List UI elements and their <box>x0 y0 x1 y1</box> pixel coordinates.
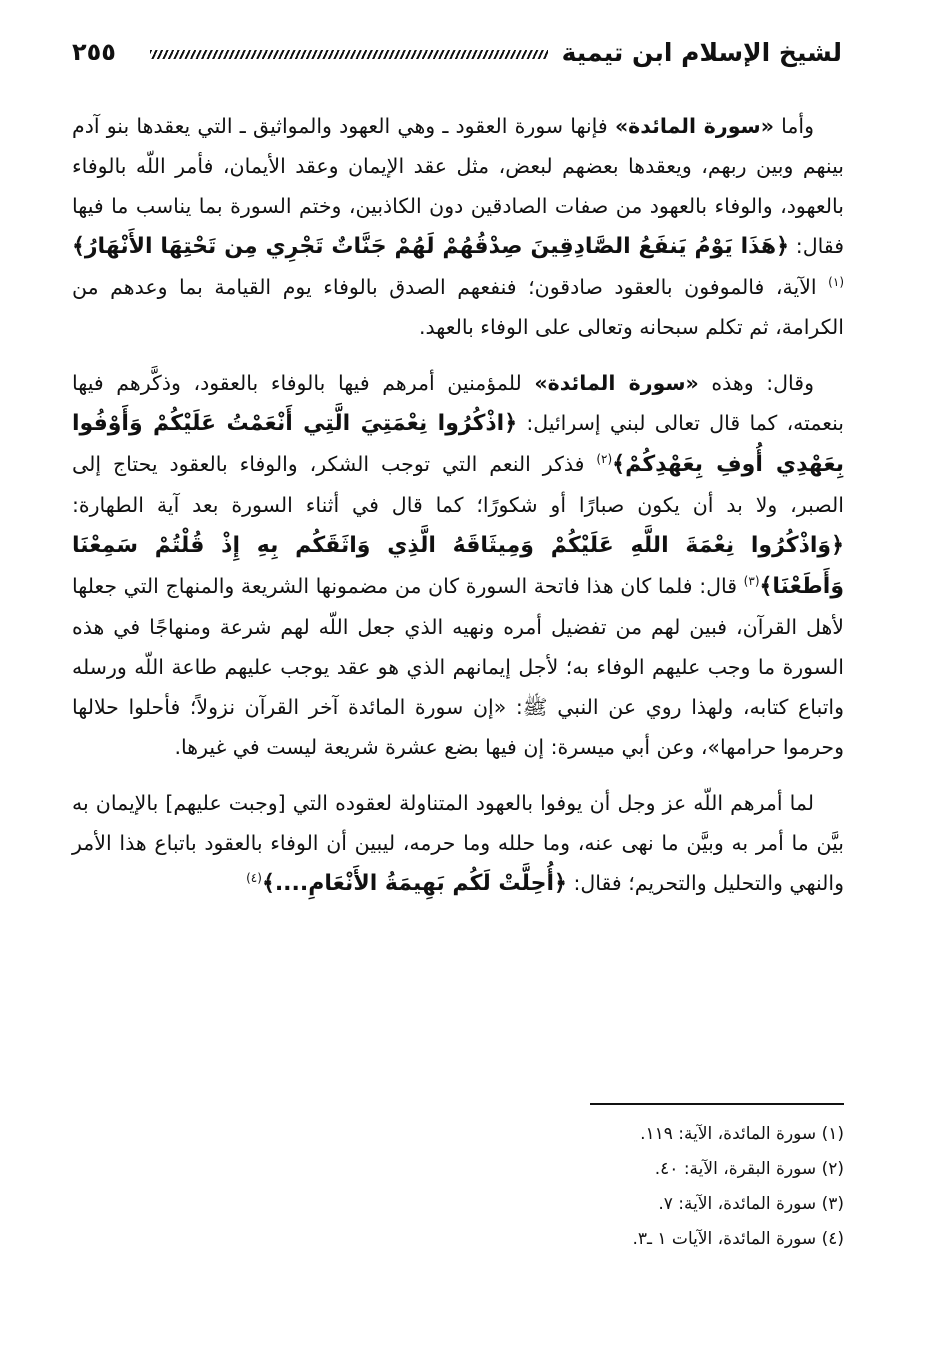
quran-verse: ﴿أُحِلَّتْ لَكُم بَهِيمَةُ الأَنْعَامِ....﴾ <box>261 871 567 896</box>
footnote: (٢) سورة البقرة، الآية: ٤٠. <box>654 1159 844 1179</box>
quran-verse: ﴿وَاذْكُرُوا نِعْمَةَ اللَّهِ عَلَيْكُمْ وَمِيثَاقَهُ الَّذِي وَاثَقَكُم بِهِ إِذْ قُلْتُمْ سَمِعْنَا وَأَطَعْنَا﴾ <box>72 533 844 599</box>
surah-name: «سورة المائدة» <box>534 371 699 395</box>
paragraph-text: للمؤمنين أمرهم فيها بالوفاء بالعقود، وذكَّرهم فيها بنعمته، كما قال تعالى لبني إسرائيل: <box>72 371 844 435</box>
quran-verse: ﴿اذْكُرُوا نِعْمَتِيَ الَّتِي أَنْعَمْتُ عَلَيْكُمْ وَأَوْفُوا بِعَهْدِي أُوفِ بِعَهْدِكُمْ﴾ <box>72 411 844 477</box>
paragraph-text: وأما <box>773 114 814 138</box>
paragraph-text: الآية، فالموفون بالعقود صادقون؛ فنفعهم الصدق بالوفاء يوم القيامة بما وعدهم من الكرامة، ثم تكلم سبحانه وتعالى على الوفاء بالعهد. <box>72 275 844 339</box>
header-rule <box>150 50 548 59</box>
footnotes <box>400 1120 844 1260</box>
footnote-marker: (١) <box>828 275 844 290</box>
paragraph-text: وقال: وهذه <box>698 371 814 395</box>
running-title: لشيخ الإسلام ابن تيمية <box>561 37 842 67</box>
footnote-marker: (٢) <box>596 452 613 467</box>
footnote-marker: (٣) <box>743 574 760 589</box>
page-number: ٢٥٥ <box>72 38 116 66</box>
paragraph <box>72 363 844 767</box>
paragraph-text: لما أمرهم اللّه عز وجل أن يوفوا بالعهود المتناولة لعقوده التي [وجبت عليهم] بالإيمان به بيَّن ما أمر به وبيَّن ما نهى عنه، وما حلله وما حرمه، ليبين أن الوفاء بالعقود باتباع هذا الأمر والنهي والتحليل والتحريم؛ فقال: <box>72 791 844 895</box>
footnote: (١) سورة المائدة، الآية: ١١٩. <box>640 1124 844 1144</box>
footnote: (٤) سورة المائدة، الآيات ١ ـ٣. <box>632 1229 844 1249</box>
paragraph-text: قال: فلما كان هذا فاتحة السورة كان من مضمونها الشريعة والمنهاج التي جعلها لأهل القرآن، فبين لهم من تفضيل أمره ونهيه الذي جعل اللّه لهم شرعة ومنهاجًا في هذه السورة ما وجب عليهم الوفاء به؛ لأجل إيمانهم الذي هو عقد يوجب عليهم طاعة اللّه ورسله واتباع كتابه، ولهذا روي عن النبي ﷺ: «إن سورة المائدة آخر القرآن نزولاً؛ فأحلوا حلالها وحرموا حرامها»، وعن أبي ميسرة: إن فيها بضع عشرة شريعة ليست في غيرها. <box>72 574 844 759</box>
paragraph <box>72 783 844 904</box>
footnote-separator <box>590 1103 844 1105</box>
quran-verse: ﴿هَذَا يَوْمُ يَنفَعُ الصَّادِقِينَ صِدْقُهُمْ لَهُمْ جَنَّاتٌ تَجْرِي مِن تَحْتِهَا الأَنْهَارُ﴾ <box>72 234 790 259</box>
footnote-marker: (٤) <box>246 871 262 886</box>
paragraph <box>72 106 844 347</box>
running-head <box>72 30 842 74</box>
body-text <box>72 106 844 920</box>
paragraph-text: فإنها سورة العقود ـ وهي العهود والمواثيق ـ التي يعقدها بنو آدم بينهم وبين ربهم، ويعقدها بعضهم لبعض، مثل عقد الإيمان وعقد الأيمان، فأمر اللّه بالوفاء بالعهود، والوفاء بالعهود من صفات الصادقين دون الكاذبين، وختم السورة بما يناسب ما فيها فقال: <box>72 114 845 258</box>
paragraph-text: فذكر النعم التي توجب الشكر، والوفاء بالعقود يحتاج إلى الصبر، ولا بد أن يكون صبارًا أو شكورًا؛ كما قال في أثناء السورة بعد آية الطهارة: <box>72 452 844 517</box>
footnote: (٣) سورة المائدة، الآية: ٧. <box>658 1194 844 1214</box>
surah-name: «سورة المائدة» <box>614 114 774 138</box>
